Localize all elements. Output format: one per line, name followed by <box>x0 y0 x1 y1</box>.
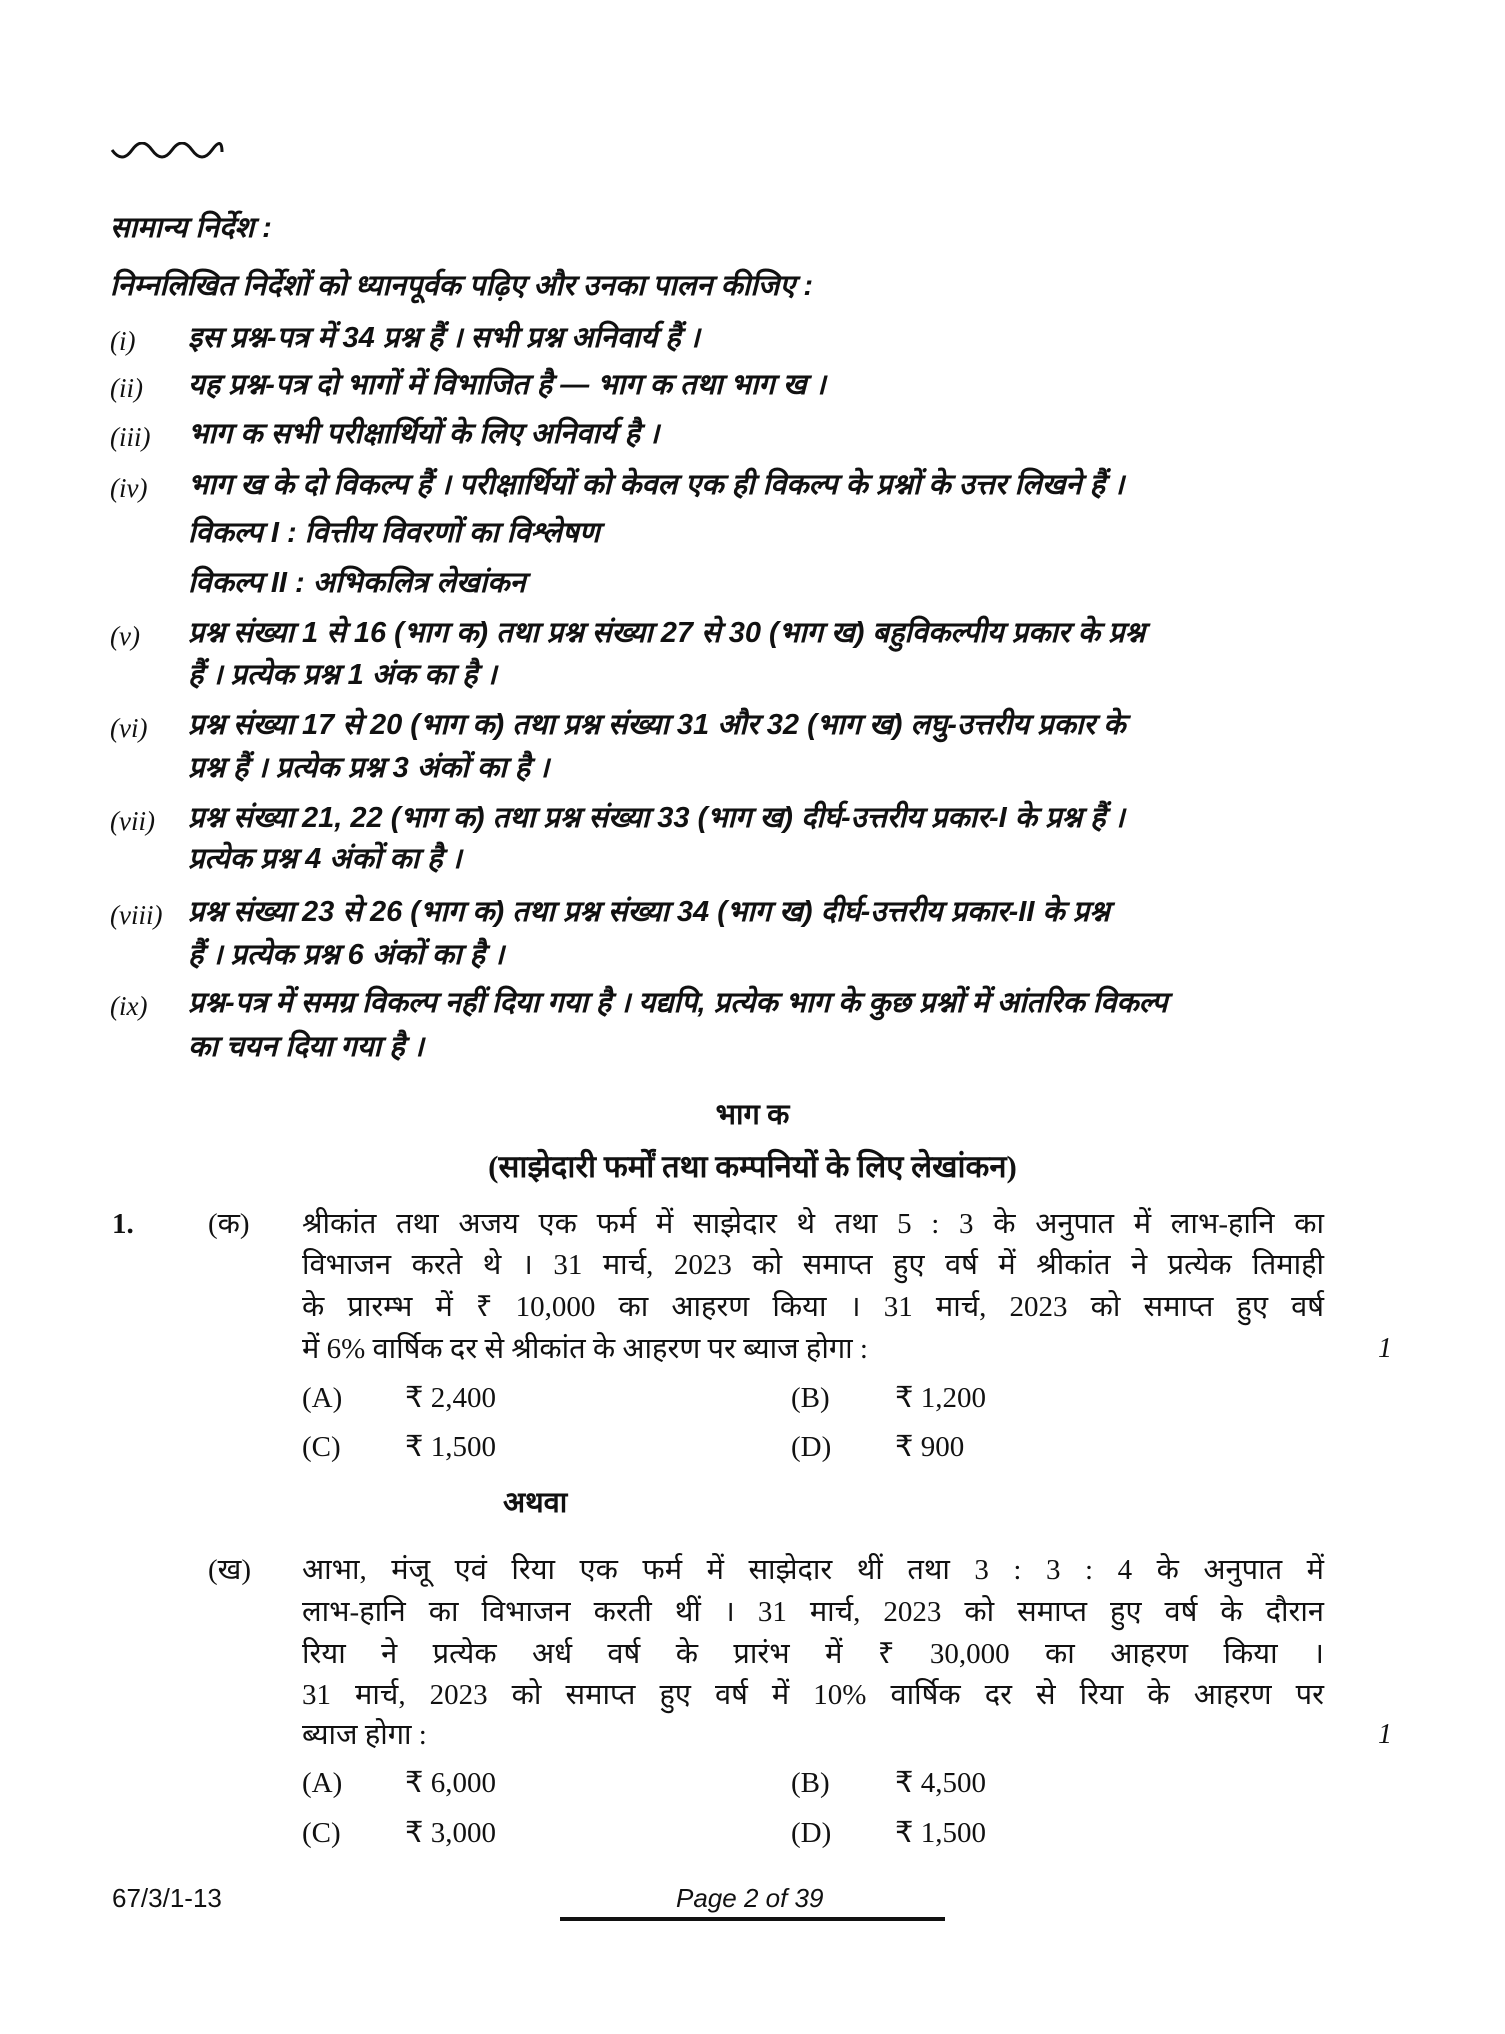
item-text: भाग ख के दो विकल्प हैं । परीक्षार्थियों को केवल एक ही विकल्प के प्रश्नों के उत्तर लिखने हैं । <box>188 469 1125 501</box>
question-text-line: में 6% वार्षिक दर से श्रीकांत के आहरण पर ब्याज होगा : <box>302 1333 868 1365</box>
item-text: प्रश्न हैं । प्रत्येक प्रश्न 3 अंकों का है । <box>188 752 550 784</box>
item-text: हैं । प्रत्येक प्रश्न 6 अंकों का है । <box>188 939 505 971</box>
item-text: हैं । प्रत्येक प्रश्न 1 अंक का है । <box>188 659 497 691</box>
option-value: ₹ 2,400 <box>405 1382 496 1414</box>
option-value: ₹ 4,500 <box>895 1767 986 1799</box>
item-text: प्रश्न संख्या 17 से 20 (भाग क) तथा प्रश्न संख्या 31 और 32 (भाग ख) लघु-उत्तरीय प्रकार के <box>188 709 1126 741</box>
option-value: ₹ 900 <box>895 1431 965 1463</box>
question-text-line: श्रीकांत तथा अजय एक फर्म में साझेदार थे तथा 5 : 3 के अनुपात में लाभ-हानि का <box>302 1208 1324 1240</box>
option-key: (C) <box>302 1431 341 1463</box>
item-number: (ix) <box>110 991 148 1021</box>
question-text-line: विभाजन करते थे । 31 मार्च, 2023 को समाप्त हुए वर्ष में श्रीकांत ने प्रत्येक तिमाही <box>302 1249 1324 1281</box>
item-number: (i) <box>110 326 136 356</box>
option-value: ₹ 6,000 <box>405 1767 496 1799</box>
question-text-line: 31 मार्च, 2023 को समाप्त हुए वर्ष में 10% वार्षिक दर से रिया के आहरण पर <box>302 1679 1324 1711</box>
option-key: (B) <box>791 1382 830 1414</box>
question-text-line: ब्याज होगा : <box>302 1719 427 1751</box>
page-number: Page 2 of 39 <box>676 1883 824 1913</box>
item-text: प्रश्न-पत्र में समग्र विकल्प नहीं दिया गया है । यद्यपि, प्रत्येक भाग के कुछ प्रश्नों में आंतरिक विकल्प <box>188 987 1168 1019</box>
question-number: 1. <box>112 1208 134 1240</box>
wave-mark-icon <box>110 142 225 166</box>
option-two-text: विकल्प II : अभिकलित्र लेखांकन <box>188 567 526 599</box>
item-number: (iii) <box>110 422 151 452</box>
section-subtitle: (साझेदारी फर्मों तथा कम्पनियों के लिए लेखांकन) <box>488 1149 1017 1184</box>
paper-code: 67/3/1-13 <box>112 1883 222 1913</box>
option-key: (D) <box>791 1431 832 1463</box>
option-value: ₹ 1,500 <box>895 1817 986 1849</box>
item-number: (vii) <box>110 806 155 836</box>
item-text: प्रश्न संख्या 23 से 26 (भाग क) तथा प्रश्न संख्या 34 (भाग ख) दीर्घ-उत्तरीय प्रकार-II के प्रश्न <box>188 896 1110 928</box>
item-text: का चयन दिया गया है । <box>188 1031 424 1063</box>
item-number: (v) <box>110 621 140 651</box>
marks: 1 <box>1378 1333 1392 1364</box>
instructions-heading: सामान्य निर्देश : <box>110 212 272 244</box>
item-text: प्रश्न संख्या 21, 22 (भाग क) तथा प्रश्न संख्या 33 (भाग ख) दीर्घ-उत्तरीय प्रकार-I के प्रश्न हैं । <box>188 802 1125 834</box>
question-text-line: आभा, मंजू एवं रिया एक फर्म में साझेदार थीं तथा 3 : 3 : 4 के अनुपात में <box>302 1554 1324 1586</box>
item-text: प्रत्येक प्रश्न 4 अंकों का है । <box>188 843 462 875</box>
section-title: भाग क <box>715 1099 790 1131</box>
option-value: ₹ 1,500 <box>405 1431 496 1463</box>
option-value: ₹ 1,200 <box>895 1382 986 1414</box>
item-number: (vi) <box>110 713 148 743</box>
item-text: यह प्रश्न-पत्र दो भागों में विभाजित है — भाग क तथा भाग ख । <box>188 369 826 401</box>
instructions-intro: निम्नलिखित निर्देशों को ध्यानपूर्वक पढ़िए और उनका पालन कीजिए : <box>110 270 814 302</box>
option-key: (A) <box>302 1382 343 1414</box>
footer-rule <box>560 1917 945 1921</box>
item-text: इस प्रश्न-पत्र में 34 प्रश्न हैं । सभी प्रश्न अनिवार्य हैं । <box>188 322 700 354</box>
option-key: (C) <box>302 1817 341 1849</box>
or-label: अथवा <box>503 1487 568 1519</box>
option-key: (B) <box>791 1767 830 1799</box>
question-text-line: लाभ-हानि का विभाजन करती थीं । 31 मार्च, 2023 को समाप्त हुए वर्ष के दौरान <box>302 1596 1324 1628</box>
option-key: (D) <box>791 1817 832 1849</box>
item-text: भाग क सभी परीक्षार्थियों के लिए अनिवार्य है । <box>188 418 660 450</box>
marks: 1 <box>1378 1719 1392 1750</box>
item-number: (iv) <box>110 473 148 503</box>
part-label: (क) <box>208 1208 250 1240</box>
part-label: (ख) <box>208 1554 252 1586</box>
option-key: (A) <box>302 1767 343 1799</box>
question-text-line: के प्रारम्भ में ₹ 10,000 का आहरण किया । 31 मार्च, 2023 को समाप्त हुए वर्ष <box>302 1291 1324 1323</box>
option-value: ₹ 3,000 <box>405 1817 496 1849</box>
option-one-text: विकल्प I : वित्तीय विवरणों का विश्लेषण <box>188 517 600 549</box>
item-number: (viii) <box>110 900 163 930</box>
item-text: प्रश्न संख्या 1 से 16 (भाग क) तथा प्रश्न संख्या 27 से 30 (भाग ख) बहुविकल्पीय प्रकार के प्रश्न <box>188 617 1146 649</box>
item-number: (ii) <box>110 373 143 403</box>
question-text-line: रिया ने प्रत्येक अर्ध वर्ष के प्रारंभ में ₹ 30,000 का आहरण किया । <box>302 1638 1324 1670</box>
